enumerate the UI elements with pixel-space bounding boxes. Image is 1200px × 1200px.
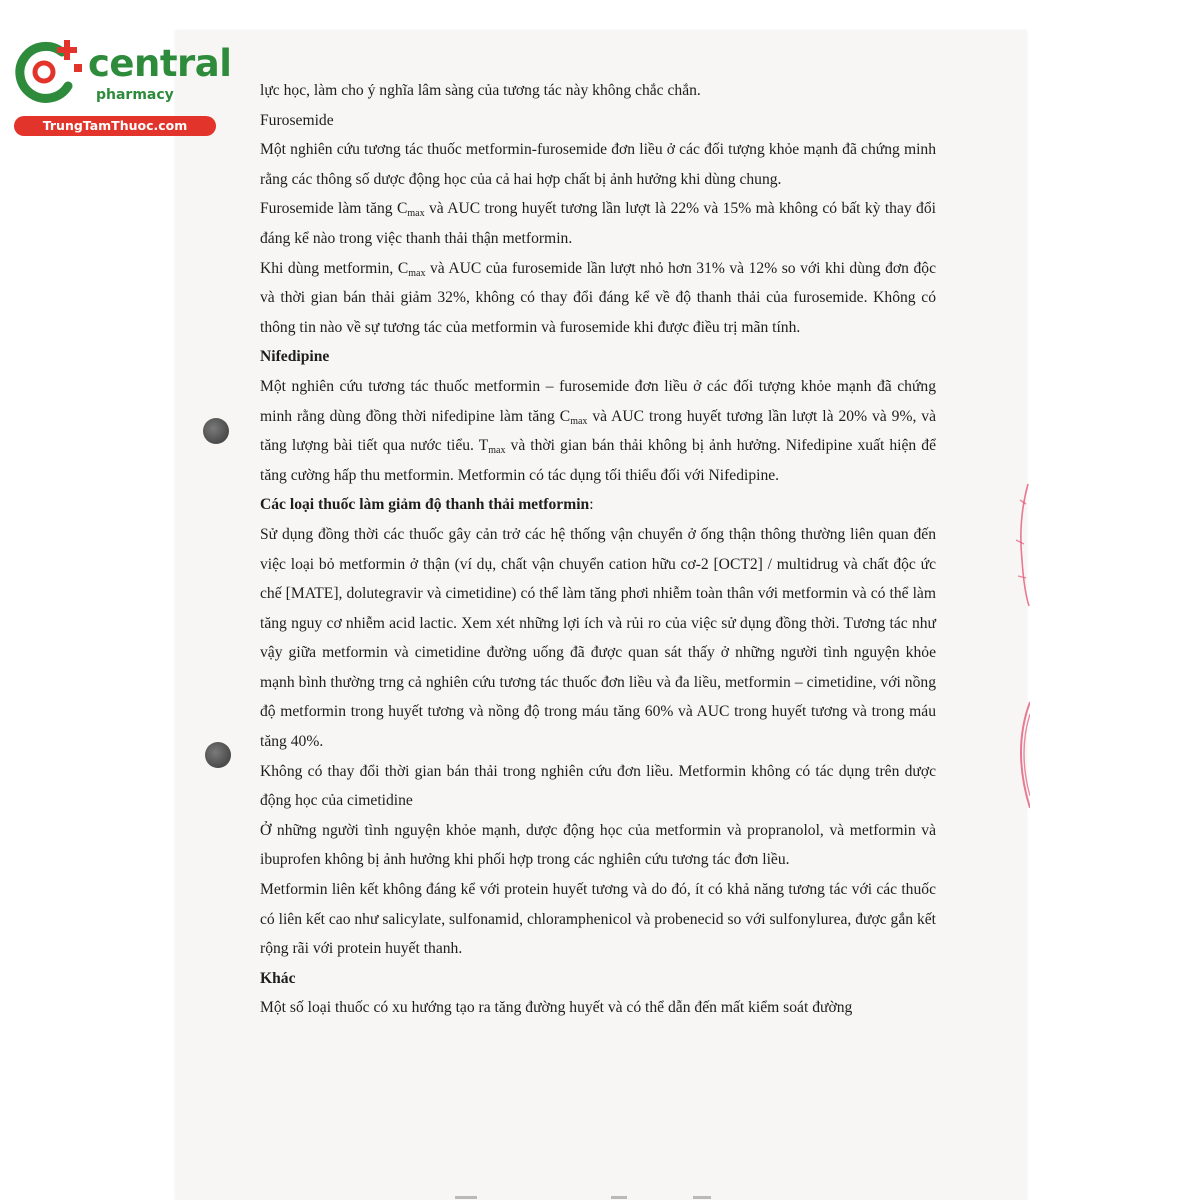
- paragraph-clearance: Sử dụng đồng thời các thuốc gây cản trở các hệ thống vận chuyển ở ống thận thông thường liên quan đến việc loại bỏ metformin ở thận (ví dụ, chất vận chuyển cation hữu cơ-2 [OCT2] / multidrug và chất độc ức chế [MATE], dolutegravir và cimetidine) có thể làm tăng phơi nhiễm toàn thân với metformin và có thể làm tăng nguy cơ nhiễm acid lactic. Xem xét những lợi ích và rủi ro của việc sử dụng đồng thời. Tương tác như vậy giữa metformin và cimetidine đường uống đã được quan sát thấy ở những người tình nguyện khỏe mạnh bình thường trng cả nghiên cứu tương tác thuốc đơn liều và đa liều, metformin – cimetidine, với nồng độ metformin trong huyết tương và nồng độ trong máu tăng 60% và AUC trong huyết tương và trong máu tăng 40%.: [260, 525, 936, 751]
- logo-brand-name: central: [88, 42, 232, 85]
- punch-hole-top: [203, 418, 229, 444]
- stamp-fragment-lower: [1010, 700, 1030, 810]
- document-body: [260, 76, 936, 1023]
- punch-hole-bottom: [205, 742, 231, 768]
- logo-mark-icon: [12, 38, 86, 108]
- section-heading-other: Khác: [260, 969, 296, 987]
- section-heading-furosemide: Furosemide: [260, 111, 334, 129]
- paragraph-nifedipine: Một nghiên cứu tương tác thuốc metformin – furosemide đơn liều ở các đối tượng khỏe mạnh đã chứng minh rằng dùng đồng thời nifedipine làm tăng $C_{max}$ và AUC trong huyết tương lần lượt là 20% và 9%, và tăng lượng bài tiết qua nước tiểu. $T_{max}$ và thời gian bán thải không bị ảnh hưởng. Nifedipine xuất hiện để tăng cường hấp thu metformin. Metformin có tác dụng tối thiểu đối với Nifedipine.: [260, 377, 936, 484]
- paragraph-other: Một số loại thuốc có xu hướng tạo ra tăng đường huyết và có thể dẫn đến mất kiểm soát đường: [260, 999, 853, 1017]
- section-heading-clearance: Các loại thuốc làm giảm độ thanh thải metformin:: [260, 496, 594, 514]
- paragraph-metformin-furosemide: Khi dùng metformin, $C_{max}$ và AUC của furosemide lần lượt nhỏ hơn 31% và 12% so với khi dùng đơn độc và thời gian bán thải giảm 32%, không có thay đổi đáng kể về độ thanh thải của furosemide. Không có thông tin nào về sự tương tác của metformin và furosemide khi được điều trị mãn tính.: [260, 259, 936, 336]
- paragraph-propranolol-ibuprofen: Ở những người tình nguyện khỏe mạnh, dược động học của metformin và propranolol, và metformin và ibuprofen không bị ảnh hưởng khi phối hợp trong các nghiên cứu tương tác đơn liều.: [260, 821, 936, 869]
- scan-bottom-edge: [175, 1188, 1027, 1200]
- logo-brand-sub: pharmacy: [96, 87, 174, 103]
- paragraph-continuation: lực học, làm cho ý nghĩa lâm sàng của tương tác này không chắc chắn.: [260, 82, 701, 99]
- paragraph-protein-binding: Metformin liên kết không đáng kể với protein huyết tương và do đó, ít có khả năng tương tác với các thuốc có liên kết cao như salicylate, sulfonamid, chloramphenicol và probenecid so với sulfonylurea, được gắn kết rộng rãi với protein huyết thanh.: [260, 881, 936, 958]
- stamp-fragment-upper: [1010, 480, 1030, 610]
- paragraph-furosemide-study: Một nghiên cứu tương tác thuốc metformin-furosemide đơn liều ở các đối tượng khỏe mạnh đã chứng minh rằng các thông số dược động học của cả hai hợp chất bị ảnh hưởng khi dùng chung.: [260, 141, 936, 188]
- paragraph-furosemide-cmax: Furosemide làm tăng $C_{max}$ và AUC trong huyết tương lần lượt là 22% và 15% mà không có bất kỳ thay đổi đáng kể nào trong việc thanh thải thận metformin.: [260, 200, 936, 247]
- paragraph-half-life: Không có thay đổi thời gian bán thải trong nghiên cứu đơn liều. Metformin không có tác dụng trên dược động học của cimetidine: [260, 762, 936, 810]
- logo-site-url[interactable]: TrungTamThuoc.com: [14, 116, 216, 136]
- section-heading-nifedipine: Nifedipine: [260, 348, 330, 366]
- central-pharmacy-logo[interactable]: [8, 36, 232, 136]
